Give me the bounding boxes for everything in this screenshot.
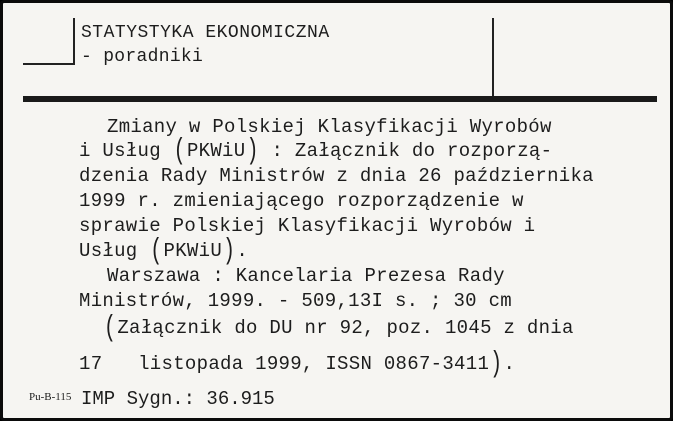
body-line-2-a: i Usług bbox=[79, 140, 161, 162]
body-line-4: 1999 r. zmieniającego rozporządzenie w bbox=[79, 190, 524, 212]
body-line-2 bbox=[79, 134, 553, 169]
body-line-10-b: listopada 1999, ISSN 0867-3411 bbox=[138, 353, 490, 375]
body-line-5: sprawie Polskiej Klasyfikacji Wyrobów i bbox=[79, 215, 536, 237]
paren-close: ) bbox=[223, 234, 236, 269]
paren-close: ) bbox=[246, 134, 259, 169]
body-line-9-a: Załącznik do DU nr 92, poz. 1045 z dnia bbox=[117, 317, 574, 339]
header-divider bbox=[23, 96, 657, 102]
body-line-10-c: . bbox=[503, 353, 516, 375]
header-vertical-rule bbox=[492, 18, 494, 96]
body-line-2-b: PKWiU bbox=[186, 140, 246, 162]
body-line-7: Warszawa : Kancelaria Prezesa Rady bbox=[107, 265, 505, 287]
header-corner-box bbox=[23, 18, 75, 65]
card-subtitle: - poradniki bbox=[81, 47, 204, 67]
paren-open: ( bbox=[104, 311, 117, 346]
call-number: IMP Sygn.: 36.915 bbox=[81, 388, 275, 410]
paren-open: ( bbox=[150, 234, 163, 269]
body-line-2-c: : Załącznik do rozporzą- bbox=[271, 140, 553, 162]
body-line-10 bbox=[79, 347, 516, 382]
paren-open: ( bbox=[173, 134, 186, 169]
body-line-6-b: PKWiU bbox=[163, 240, 223, 262]
body-line-6 bbox=[79, 234, 249, 269]
shelf-stamp: Pu-B-115 bbox=[29, 391, 72, 403]
body-line-3: dzenia Rady Ministrów z dnia 26 października bbox=[79, 165, 594, 187]
body-line-9 bbox=[103, 311, 574, 346]
body-line-8: Ministrów, 1999. - 509,13I s. ; 30 cm bbox=[79, 290, 512, 312]
body-line-6-a: Usług bbox=[79, 240, 138, 262]
body-line-6-c: . bbox=[236, 240, 249, 262]
paren-close: ) bbox=[490, 347, 503, 382]
body-line-10-a: 17 bbox=[79, 353, 103, 375]
card-title: STATYSTYKA EKONOMICZNA bbox=[81, 23, 330, 43]
body-line-1: Zmiany w Polskiej Klasyfikacji Wyrobów bbox=[107, 116, 552, 138]
